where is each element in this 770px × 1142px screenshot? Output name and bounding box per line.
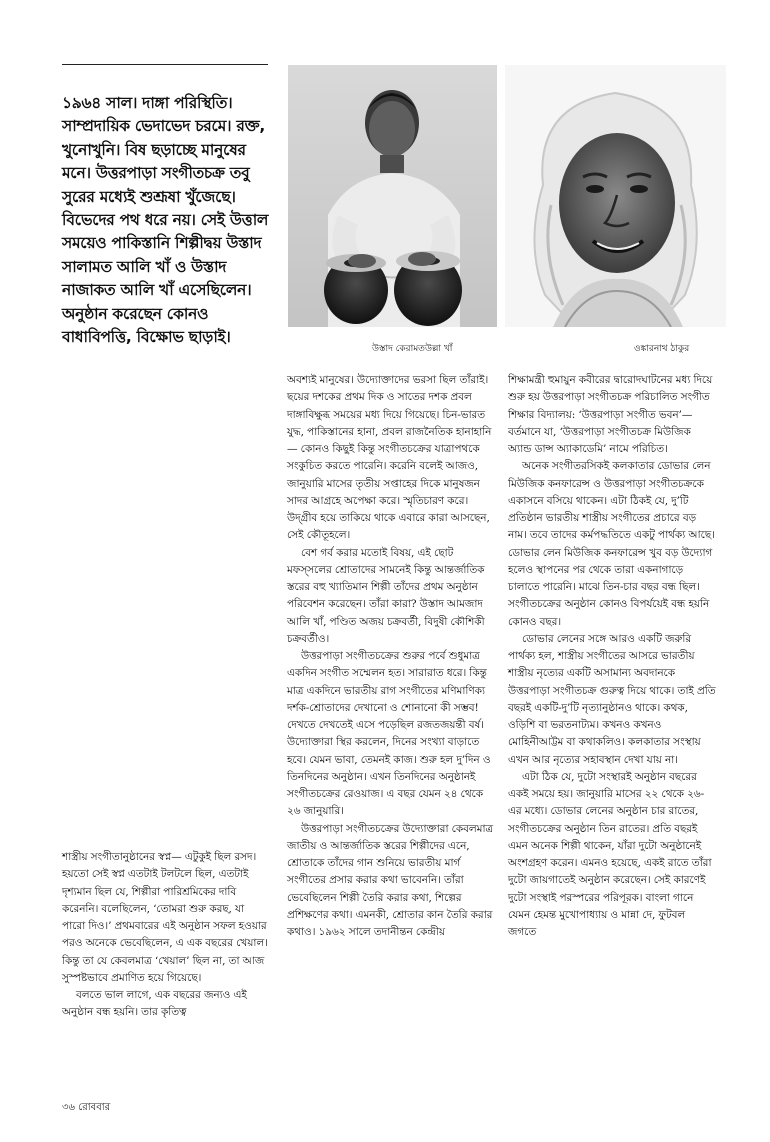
- article-column-1: [62, 849, 270, 1022]
- page-folio: ৩৬ রোববার: [62, 1102, 111, 1113]
- article-column-3: [508, 372, 716, 941]
- paragraph: শাস্ত্রীয় সংগীতানুষ্ঠানের স্বপ্ন— এটুকুই ছিল রসদ। হয়তো সেই স্বপ্ন এতটাই টলটলে ছিল, এতটাই দৃশ্যমান ছিল যে, শিল্পীরা পারিশ্রমিকের দাবি করেননি। বলেছিলেন, ‘তোমরা শুরু করছ, যা পারো দিও।’ প্রথমবারের এই অনুষ্ঠান সফল হওয়ার পরও অনেকে ভেবেছিলেন, এ এক বছরের খেয়াল। কিন্তু তা যে কেবলমাত্র ‘খেয়াল’ ছিল না, তা আজ সুস্পষ্টভাবে প্রমাণিত হয়ে গিয়েছে।: [62, 851, 268, 984]
- photo-caption-1: উস্তাদ কেরামতউল্লা খাঁ: [372, 344, 453, 354]
- paragraph: এটা ঠিক যে, দুটো সংস্থারই অনুষ্ঠান বছরের একই সময়ে হয়। জানুয়ারি মাসের ২২ থেকে ২৬-এর মধ্যে। ডোভার লেনের অনুষ্ঠান চার রাতের, সংগীতচক্রের অনুষ্ঠান তিন রাতের। প্রতি বছরই এমন অনেক শিল্পী থাকেন, যাঁরা দুটো অনুষ্ঠানেই অংশগ্রহণ করেন। এমনও হয়েছে, একই রাতে তাঁরা দুটো জায়গাতেই অনুষ্ঠান করেছেন। সেই কারণেই দুটো সংস্থাই পরস্পরের পরিপূরক। বাংলা গানে যেমন হেমন্ত মুখোপাধ্যায় ও মান্না দে, ফুটবল জগতে: [508, 770, 712, 938]
- paragraph: উত্তরপাড়া সংগীতচক্রের উদ্যোক্তারা কেবলমাত্র জাতীয় ও আন্তর্জাতিক স্তরের শিল্পীদের এনে, শ্রোতাকে তাঁদের গান শুনিয়ে ভারতীয় মার্গ সংগীতের প্রসার করার কথা ভাবেননি। তাঁরা ভেবেছিলেন শিল্পী তৈরি করার কথা, শিল্পের প্রশিক্ষণের কথা। এমনকী, শ্রোতার কান তৈরি করার কথাও। ১৯৬২ সালে তদানীন্তন কেন্দ্রীয়: [287, 822, 494, 938]
- paragraph: ডোভার লেনের সঙ্গে আরও একটি জরুরি পার্থক্য হল, শাস্ত্রীয় সংগীতের আসরে ভারতীয় শাস্ত্রীয় নৃত্যের একটি অসামান্য অবদানকে উত্তরপাড়া সংগীতচক্র গুরুত্ব দিয়ে থাকে। তাই প্রতি বছরই একটি-দু’টি নৃত্যানুষ্ঠানও থাকে। কথক, ওড়িশি বা ভরতনাট্যম। কখনও কখনও মোহিনীআট্টম বা কথাকলিও। কলকাতার সংস্থায় এখন আর নৃত্যের সহাবস্থান দেখা যায় না।: [508, 632, 716, 766]
- paragraph: অনেক সংগীতরসিকই কলকাতার ডোভার লেন মিউজিক কনফারেন্স ও উত্তরপাড়া সংগীতচক্রকে একাসনে বসিয়ে থাকেন। এটা ঠিকই যে, দু’টি প্রতিষ্ঠান ভারতীয় শাস্ত্রীয় সংগীতের প্রচারে বড় নাম। তবে তাদের কর্মপদ্ধতিতে একটু পার্থক্য আছে। ডোভার লেন মিউজিক কনফারেন্স খুব বড় উদ্যোগ হলেও স্থাপনের পর থেকে তারা একনাগাড়ে চালাতে পারেনি। মাঝে তিন-চার বছর বন্ধ ছিল। সংগীতচক্রের অনুষ্ঠান কোনও বিপর্যয়েই বন্ধ হয়নি কোনও বছর।: [508, 460, 715, 628]
- paragraph: উত্তরপাড়া সংগীতচক্রের শুরুর পর্বে শুধুমাত্র একদিন সংগীত সম্মেলন হত। সারারাত ধরে। কিন্তু মাত্র একদিনে ভারতীয় রাগ সংগীতের মণিমাণিক্য দর্শক-শ্রোতাদের দেখানো ও শোনানো কী সম্ভব! দেখতে দেখতেই এসে পড়েছিল রজতজয়ন্তী বর্ষ। উদ্যোক্তারা স্থির করলেন, দিনের সংখ্যা বাড়াতে হবে। যেমন ভাবা, তেমনই কাজ। শুরু হল দু’দিন ও তিনদিনের অনুষ্ঠান। এখন তিনদিনের অনুষ্ঠানই সংগীতচক্রের রেওয়াজ। এ বছর যেমন ২৪ থেকে ২৬ জানুয়ারি।: [287, 650, 491, 818]
- top-rule: [62, 64, 268, 65]
- paragraph: শিক্ষামন্ত্রী হুমায়ুন কবীরের দ্বারোদঘাটনের মধ্য দিয়ে শুরু হয় উত্তরপাড়া সংগীতচক্র পরিচালিত সংগীত শিক্ষার বিদ্যালয়: ‘উত্তরপাড়া সংগীত ভবন’— বর্তমানে যা, ‘উত্তরপাড়া সংগীতচক্র মিউজিক অ্যান্ড ডান্স অ্যাকাডেমি’ নামে পরিচিত।: [508, 374, 713, 455]
- pull-quote: ১৯৬৪ সাল। দাঙ্গা পরিস্থিতি। সাম্প্রদায়িক ভেদাভেদ চরমে। রক্ত, খুনোখুনি। বিষ ছড়াচ্ছে মানুষের মনে। উত্তরপাড়া সংগীতচক্র তবু সুরের মধ্যেই শুশ্রূষা খুঁজেছে। বিভেদের পথ ধরে নয়। সেই উত্তাল সময়েও পাকিস্তানি শিল্পীদ্বয় উস্তাদ সালামত আলি খাঁ ও উস্তাদ নাজাকত আলি খাঁ এসেছিলেন। অনুষ্ঠান করেছেন কোনও বাধাবিপত্তি, বিক্ষোভ ছাড়াই।: [62, 94, 269, 347]
- portrait-photo: [505, 65, 726, 327]
- tabla-player-photo: [288, 65, 497, 327]
- paragraph: অবশ্যই মানুষের। উদ্যোক্তাদের ভরসা ছিল তাঁরাই। ছয়ের দশকের প্রথম দিক ও সাতের দশক প্রবল দাঙ্গাবিক্ষুব্ধ সময়ের মধ্য দিয়ে গিয়েছে। চিন-ভারত যুদ্ধ, পাকিস্তানের হানা, প্রবল রাজনৈতিক হানাহানি— কোনও কিছুই কিন্তু সংগীতচক্রের যাত্রাপথকে সংকুচিত করতে পারেনি। করেনি বলেই আজও, জানুয়ারি মাসের তৃতীয় সপ্তাহের দিকে মানুষজন সাদর আগ্রহে অপেক্ষা করে। স্মৃতিচারণ করে। উদ্গ্রীব হয়ে তাকিয়ে থাকে এবারে কারা আসছেন, সেই কৌতূহলে।: [287, 374, 492, 542]
- photo-caption-2: ওঙ্কারনাথ ঠাকুর: [634, 344, 690, 354]
- paragraph: বেশ গর্ব করার মতোই বিষয়, এই ছোট মফস্সলের শ্রোতাদের সামনেই কিন্তু আন্তর্জাতিক স্তরের বহু খ্যাতিমান শিল্পী তাঁদের প্রথম অনুষ্ঠান পরিবেশন করেছেন। তাঁরা কারা? উস্তাদ আমজাদ আলি খাঁ, পণ্ডিত অজয় চক্রবর্তী, বিদুষী কৌশিকী চক্রবর্তীও।: [287, 546, 485, 645]
- article-column-2: [287, 372, 495, 941]
- paragraph: বলতে ভাল লাগে, এক বছরের জন্যও এই অনুষ্ঠান বন্ধ হয়নি। তার কৃতিত্ব: [62, 989, 247, 1019]
